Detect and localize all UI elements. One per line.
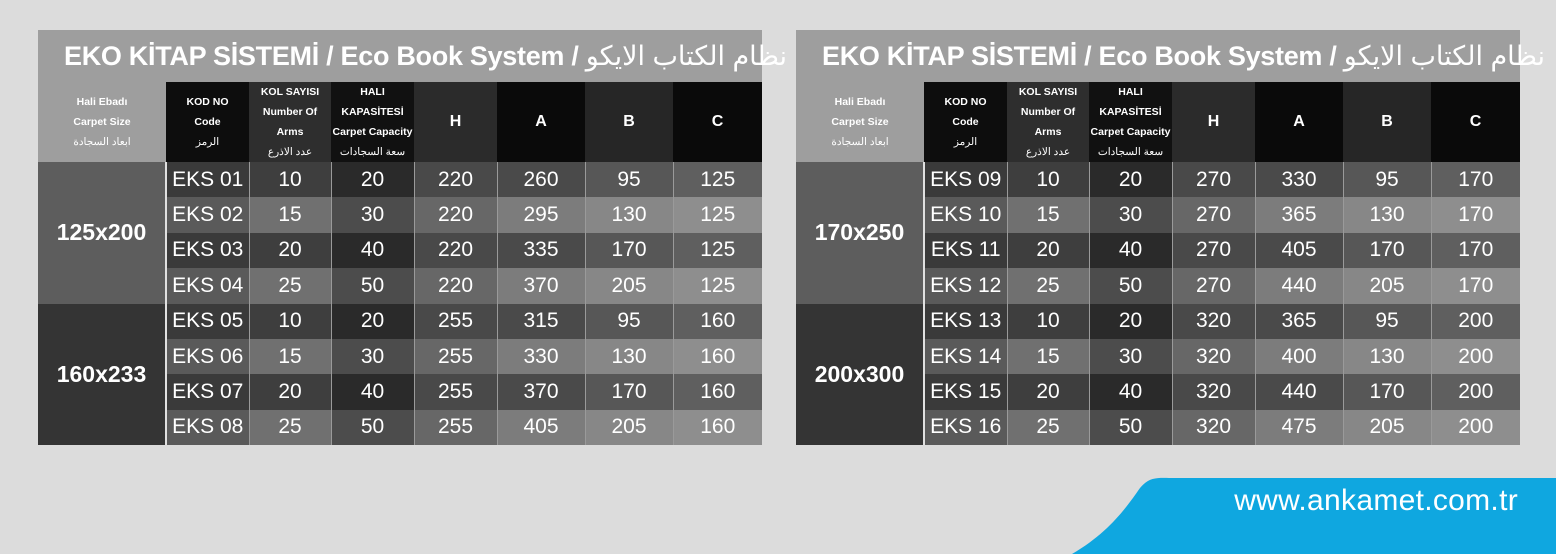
cell-c: 200 — [1431, 339, 1520, 374]
cell-h: 255 — [414, 410, 497, 445]
header-capacity-tr: HALI KAPASİTESİ — [1099, 86, 1162, 118]
cell-h: 270 — [1172, 233, 1255, 268]
cell-b: 170 — [1343, 233, 1431, 268]
cell-a: 400 — [1255, 339, 1343, 374]
title-latin: EKO KİTAP SİSTEMİ / Eco Book System / — [64, 41, 579, 71]
cell-a: 440 — [1255, 268, 1343, 303]
cell-capacity: 30 — [1089, 339, 1172, 374]
cell-code: EKS 10 — [924, 197, 1007, 232]
cell-b: 130 — [1343, 339, 1431, 374]
cell-c: 170 — [1431, 162, 1520, 197]
cell-a: 370 — [497, 374, 585, 409]
cell-c: 125 — [673, 233, 762, 268]
cell-code: EKS 04 — [166, 268, 249, 303]
cell-code: EKS 09 — [924, 162, 1007, 197]
eco-book-panel-left — [38, 30, 788, 447]
header-b: B — [1343, 82, 1431, 162]
cell-a: 440 — [1255, 374, 1343, 409]
cell-b: 170 — [1343, 374, 1431, 409]
cell-h: 270 — [1172, 162, 1255, 197]
spec-table — [796, 82, 1520, 445]
cell-b: 205 — [585, 410, 673, 445]
cell-h: 320 — [1172, 304, 1255, 339]
cell-h: 270 — [1172, 268, 1255, 303]
cell-code: EKS 15 — [924, 374, 1007, 409]
cell-capacity: 50 — [331, 410, 414, 445]
header-arms-ar: عدد الاذرع — [267, 146, 313, 158]
header-carpet-size — [38, 82, 166, 162]
spec-table — [38, 82, 762, 445]
header-size-tr: Hali Ebadı — [834, 96, 886, 108]
cell-h: 220 — [414, 233, 497, 268]
cell-b: 95 — [1343, 162, 1431, 197]
title-latin: EKO KİTAP SİSTEMİ / Eco Book System / — [822, 41, 1337, 71]
header-arms-en: Number Of Arms — [1020, 106, 1076, 138]
cell-arms: 15 — [1007, 197, 1089, 232]
cell-capacity: 30 — [331, 197, 414, 232]
header-h: H — [1172, 82, 1255, 162]
cell-arms: 20 — [1007, 374, 1089, 409]
cell-capacity: 40 — [331, 233, 414, 268]
cell-arms: 15 — [1007, 339, 1089, 374]
cell-a: 365 — [1255, 304, 1343, 339]
cell-h: 220 — [414, 268, 497, 303]
carpet-size-cell: 125x200 — [38, 162, 166, 304]
cell-b: 170 — [585, 233, 673, 268]
cell-c: 200 — [1431, 410, 1520, 445]
cell-b: 205 — [1343, 410, 1431, 445]
cell-capacity: 40 — [331, 374, 414, 409]
cell-capacity: 50 — [1089, 268, 1172, 303]
table-row — [38, 162, 762, 197]
header-arms-en: Number Of Arms — [262, 106, 318, 138]
cell-arms: 20 — [249, 374, 331, 409]
header-size-en: Carpet Size — [831, 116, 889, 128]
cell-b: 205 — [585, 268, 673, 303]
panel-title — [38, 30, 788, 82]
cell-arms: 25 — [1007, 268, 1089, 303]
header-code-en: Code — [194, 116, 221, 128]
cell-arms: 20 — [249, 233, 331, 268]
cell-code: EKS 05 — [166, 304, 249, 339]
header-a: A — [1255, 82, 1343, 162]
cell-c: 200 — [1431, 374, 1520, 409]
cell-arms: 25 — [249, 268, 331, 303]
website-url[interactable]: www.ankamet.com.tr — [1234, 484, 1518, 517]
cell-capacity: 30 — [1089, 197, 1172, 232]
cell-b: 95 — [585, 304, 673, 339]
cell-capacity: 30 — [331, 339, 414, 374]
cell-code: EKS 01 — [166, 162, 249, 197]
cell-b: 130 — [1343, 197, 1431, 232]
header-code — [924, 82, 1007, 162]
carpet-size-cell: 160x233 — [38, 304, 166, 446]
header-size-ar: ابعاد السجادة — [73, 136, 131, 148]
cell-arms: 15 — [249, 339, 331, 374]
title-arabic: نظام الكتاب الايكو — [1343, 41, 1546, 71]
cell-c: 170 — [1431, 197, 1520, 232]
header-code-ar: الرمز — [953, 136, 978, 148]
header-arms — [249, 82, 331, 162]
cell-b: 130 — [585, 197, 673, 232]
carpet-size-cell: 170x250 — [796, 162, 924, 304]
cell-a: 365 — [1255, 197, 1343, 232]
header-arms-tr: KOL SAYISI — [260, 86, 320, 98]
header-code-tr: KOD NO — [186, 96, 229, 108]
cell-a: 295 — [497, 197, 585, 232]
header-capacity-en: Carpet Capacity — [1090, 126, 1171, 138]
cell-capacity: 40 — [1089, 374, 1172, 409]
header-arms — [1007, 82, 1089, 162]
cell-h: 220 — [414, 197, 497, 232]
cell-code: EKS 03 — [166, 233, 249, 268]
header-arms-tr: KOL SAYISI — [1018, 86, 1078, 98]
header-capacity-ar: سعة السجادات — [1097, 146, 1164, 158]
header-carpet-size — [796, 82, 924, 162]
cell-a: 405 — [497, 410, 585, 445]
cell-capacity: 20 — [1089, 304, 1172, 339]
cell-code: EKS 08 — [166, 410, 249, 445]
cell-arms: 15 — [249, 197, 331, 232]
header-c: C — [1431, 82, 1520, 162]
cell-a: 475 — [1255, 410, 1343, 445]
cell-arms: 10 — [249, 162, 331, 197]
cell-arms: 10 — [1007, 304, 1089, 339]
cell-arms: 25 — [249, 410, 331, 445]
cell-h: 255 — [414, 374, 497, 409]
header-row — [38, 82, 762, 162]
header-code-tr: KOD NO — [944, 96, 987, 108]
cell-arms: 10 — [1007, 162, 1089, 197]
cell-c: 125 — [673, 162, 762, 197]
cell-a: 370 — [497, 268, 585, 303]
cell-b: 95 — [585, 162, 673, 197]
cell-h: 255 — [414, 304, 497, 339]
cell-a: 335 — [497, 233, 585, 268]
cell-h: 270 — [1172, 197, 1255, 232]
cell-c: 160 — [673, 339, 762, 374]
cell-b: 130 — [585, 339, 673, 374]
eco-book-panel-right — [796, 30, 1546, 447]
cell-code: EKS 13 — [924, 304, 1007, 339]
cell-code: EKS 16 — [924, 410, 1007, 445]
header-code-ar: الرمز — [195, 136, 220, 148]
cell-a: 315 — [497, 304, 585, 339]
cell-a: 330 — [1255, 162, 1343, 197]
cell-c: 170 — [1431, 233, 1520, 268]
cell-c: 160 — [673, 410, 762, 445]
header-capacity — [1089, 82, 1172, 162]
table-row — [38, 304, 762, 339]
header-a: A — [497, 82, 585, 162]
cell-a: 330 — [497, 339, 585, 374]
cell-code: EKS 02 — [166, 197, 249, 232]
title-arabic: نظام الكتاب الايكو — [585, 41, 788, 71]
cell-capacity: 50 — [331, 268, 414, 303]
cell-h: 320 — [1172, 339, 1255, 374]
cell-c: 125 — [673, 268, 762, 303]
cell-c: 200 — [1431, 304, 1520, 339]
cell-capacity: 40 — [1089, 233, 1172, 268]
cell-code: EKS 07 — [166, 374, 249, 409]
cell-a: 260 — [497, 162, 585, 197]
cell-h: 220 — [414, 162, 497, 197]
carpet-size-cell: 200x300 — [796, 304, 924, 446]
header-capacity — [331, 82, 414, 162]
cell-code: EKS 11 — [924, 233, 1007, 268]
cell-capacity: 20 — [331, 304, 414, 339]
header-capacity-tr: HALI KAPASİTESİ — [341, 86, 404, 118]
panel-title — [796, 30, 1546, 82]
cell-a: 405 — [1255, 233, 1343, 268]
table-body — [796, 162, 1520, 445]
cell-code: EKS 12 — [924, 268, 1007, 303]
header-arms-ar: عدد الاذرع — [1025, 146, 1071, 158]
cell-c: 160 — [673, 304, 762, 339]
cell-b: 170 — [585, 374, 673, 409]
header-row — [796, 82, 1520, 162]
header-size-en: Carpet Size — [73, 116, 131, 128]
header-size-ar: ابعاد السجادة — [831, 136, 889, 148]
table-body — [38, 162, 762, 445]
cell-b: 95 — [1343, 304, 1431, 339]
cell-h: 255 — [414, 339, 497, 374]
cell-c: 125 — [673, 197, 762, 232]
header-capacity-en: Carpet Capacity — [332, 126, 413, 138]
cell-capacity: 50 — [1089, 410, 1172, 445]
cell-c: 170 — [1431, 268, 1520, 303]
header-code-en: Code — [952, 116, 979, 128]
header-h: H — [414, 82, 497, 162]
cell-c: 160 — [673, 374, 762, 409]
header-code — [166, 82, 249, 162]
cell-capacity: 20 — [1089, 162, 1172, 197]
cell-arms: 10 — [249, 304, 331, 339]
header-size-tr: Hali Ebadı — [76, 96, 128, 108]
cell-arms: 20 — [1007, 233, 1089, 268]
header-b: B — [585, 82, 673, 162]
cell-arms: 25 — [1007, 410, 1089, 445]
header-capacity-ar: سعة السجادات — [339, 146, 406, 158]
cell-h: 320 — [1172, 410, 1255, 445]
cell-code: EKS 06 — [166, 339, 249, 374]
cell-h: 320 — [1172, 374, 1255, 409]
table-row — [796, 162, 1520, 197]
table-row — [796, 304, 1520, 339]
header-c: C — [673, 82, 762, 162]
cell-capacity: 20 — [331, 162, 414, 197]
cell-code: EKS 14 — [924, 339, 1007, 374]
cell-b: 205 — [1343, 268, 1431, 303]
